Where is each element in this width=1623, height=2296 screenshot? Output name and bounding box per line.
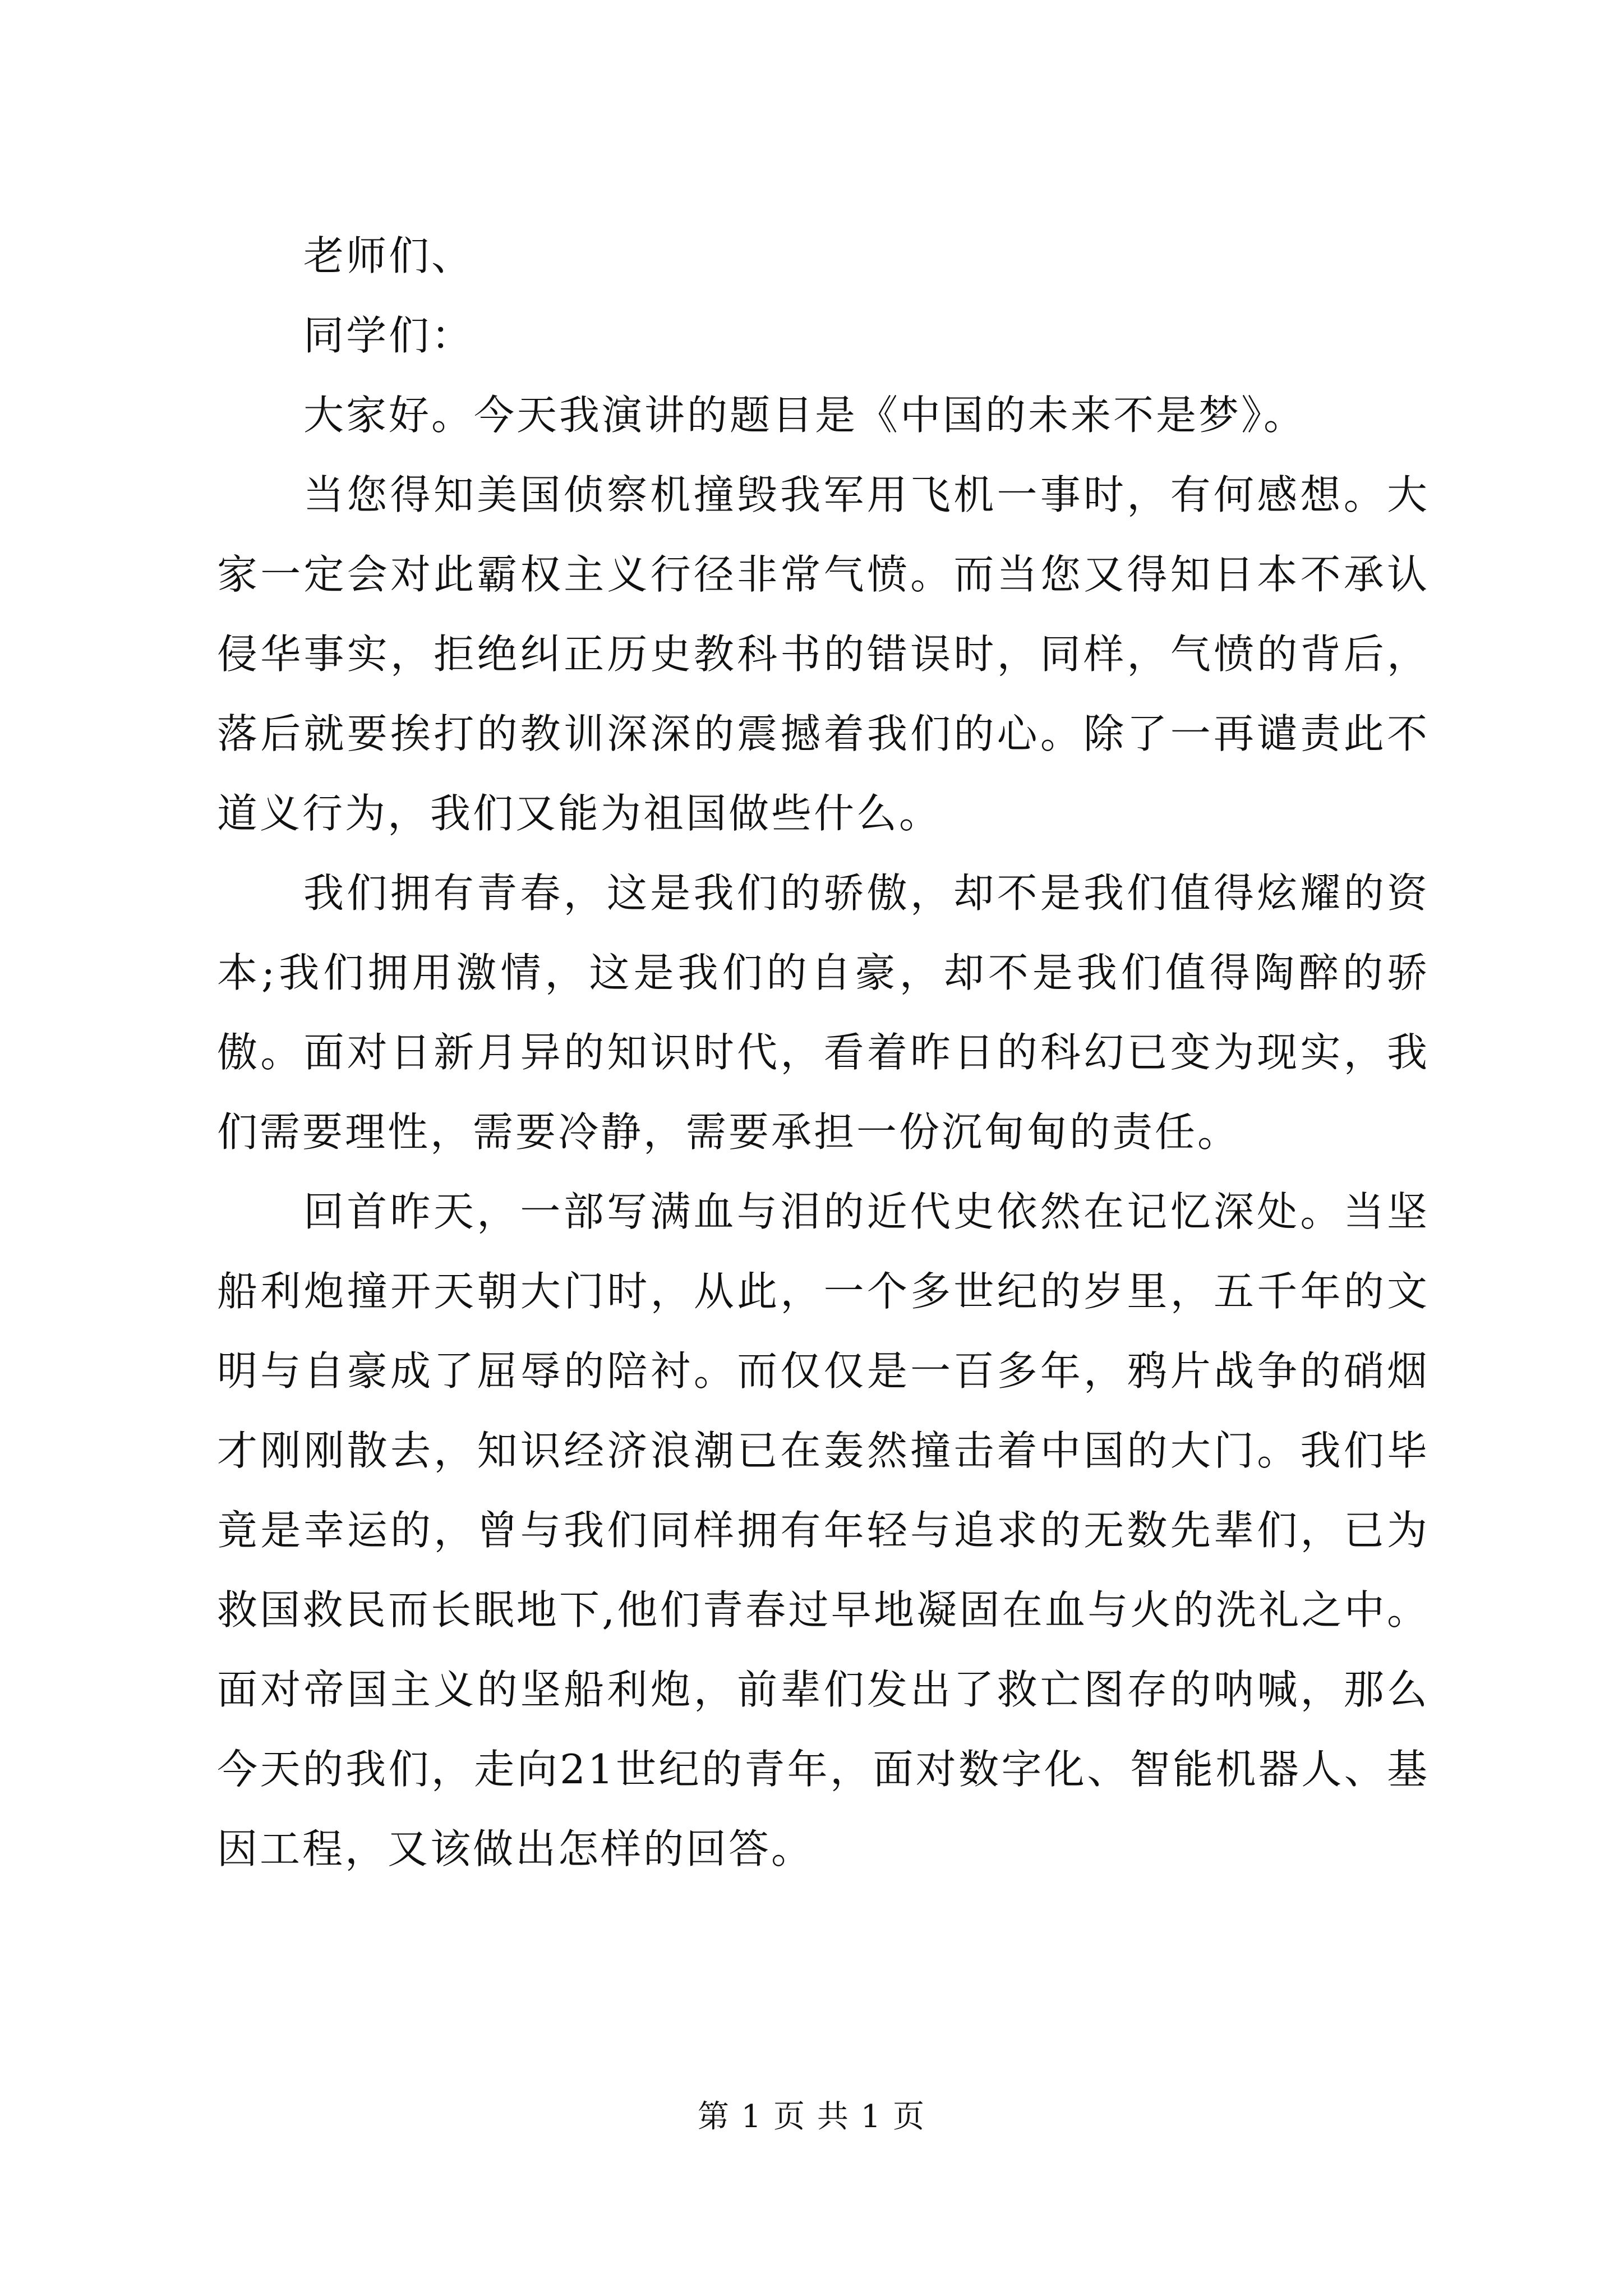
greeting-students: 同学们： [303,312,474,359]
body-paragraph-3: 回首昨天，一部写满血与泪的近代史依然在记忆深处。当坚船利炮撞开天朝大门时，从此，一个多世纪的岁里，五千年的文明与自豪成了屈辱的陪衬。而仅仅是一百多年，鸦片战争的硝烟才刚刚散去，知识经济浪潮已在轰然撞击着中国的大门。我们毕竟是幸运的，曾与我们同样拥有年轻与追求的无数先辈们，已为救国救民而长眠地下,他们青春过早地凝固在血与火的洗礼之中。面对帝国主义的坚船利炮，前辈们发出了救亡图存的呐喊，那么今天的我们，走向21世纪的青年，面对数字化、智能机器人、基因工程，又该做出怎样的回答。 [217,1188,1430,1872]
document-body [217,216,1430,1889]
opening-paragraph: 大家好。今天我演讲的题目是《中国的未来不是梦》。 [303,392,1307,439]
greeting-teachers: 老师们、 [303,232,474,279]
body-paragraph-1: 当您得知美国侦察机撞毁我军用飞机一事时，有何感想。大家一定会对此霸权主义行径非常气愤。而当您又得知日本不承认侵华事实，拒绝纠正历史教科书的错误时，同样，气愤的背后，落后就要挨打的教训深深的震撼着我们的心。除了一再谴责此不道义行为，我们又能为祖国做些什么。 [217,471,1430,837]
body-paragraph-2: 我们拥有青春，这是我们的骄傲，却不是我们值得炫耀的资本;我们拥用激情，这是我们的自豪，却不是我们值得陶醉的骄傲。面对日新月异的知识时代，看着昨日的科幻已变为现实，我们需要理性，需要冷静，需要承担一份沉甸甸的责任。 [217,869,1430,1156]
page-number-footer: 第 1 页 共 1 页 [697,2099,926,2135]
